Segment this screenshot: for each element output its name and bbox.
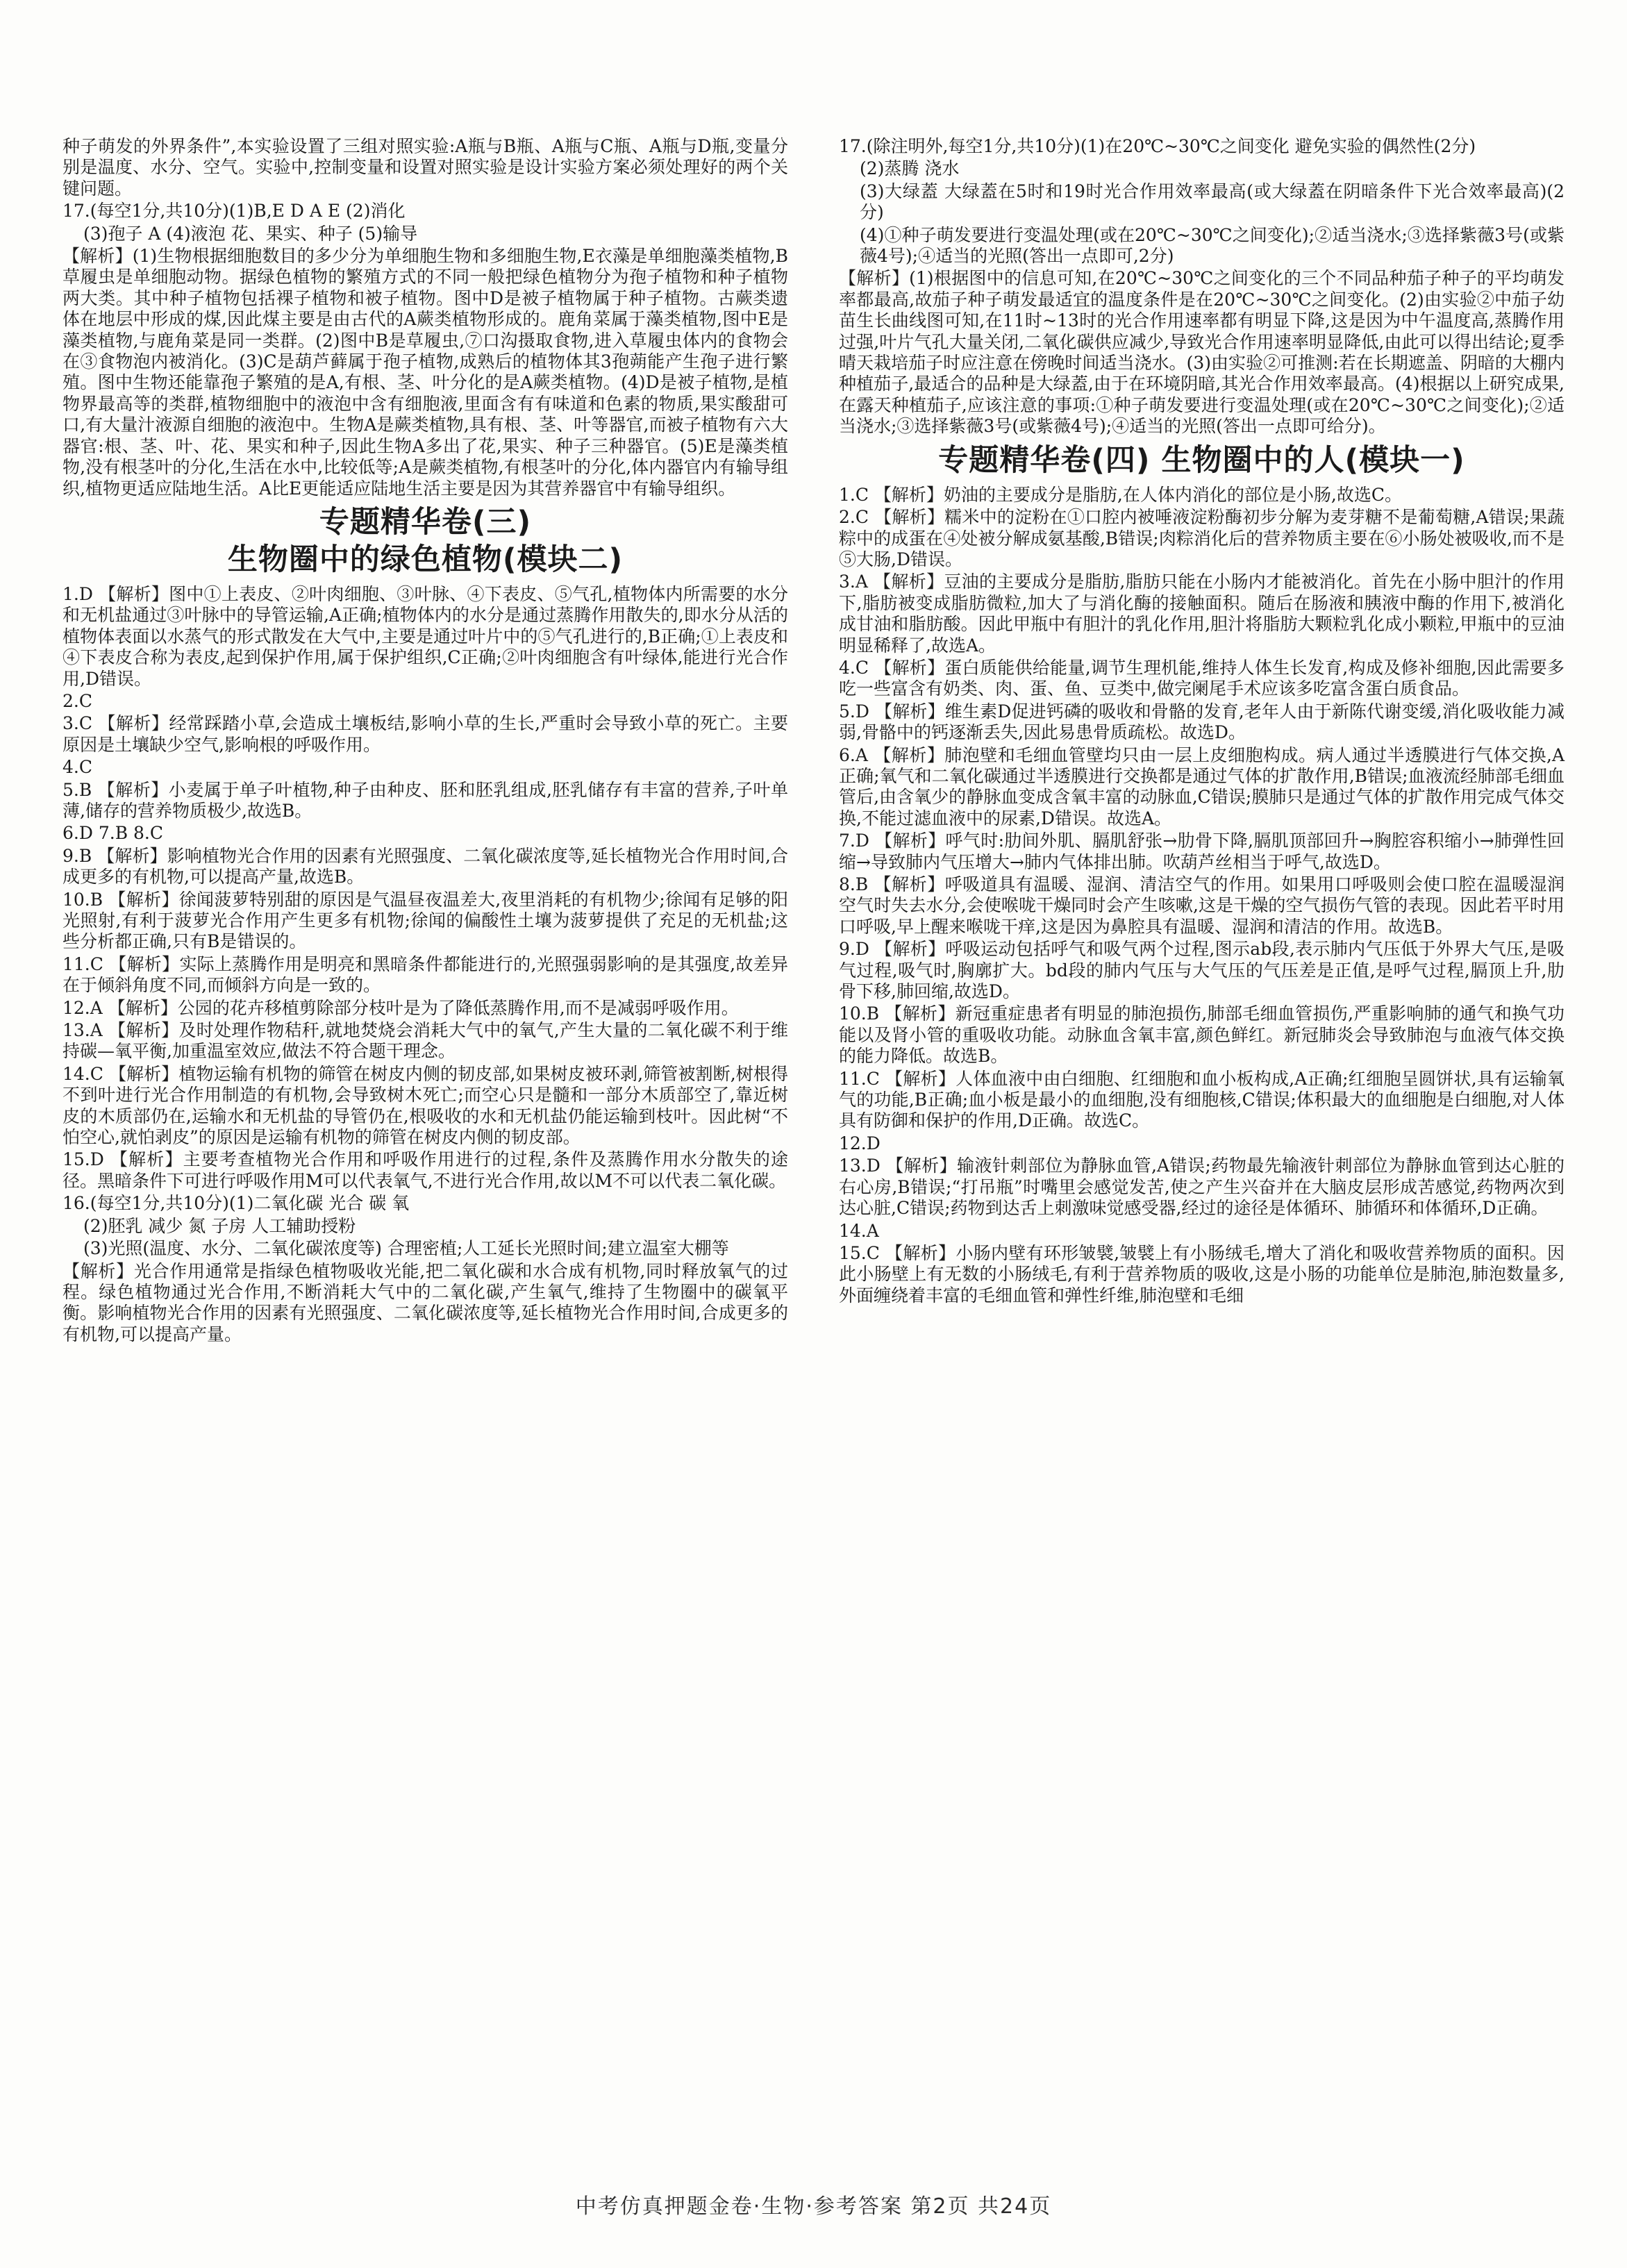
answer-17-part4: (4)①种子萌发要进行变温处理(或在20℃~30℃之间变化);②适当浇水;③选择紫薇3号(或紫薇4号);④适当的光照(答出一点即可,2分) [860,224,1565,267]
answer-17-part3: (3)大绿蓋 大绿蓋在5时和19时光合作用效率最高(或大绿蓋在阴暗条件下光合效率最高)(2分) [860,181,1565,223]
answer-item: 10.B 【解析】新冠重症患者有明显的肺泡损伤,肺部毛细血管损伤,严重影响肺的通气和换气功能以及肾小管的重吸收功能。动脉血含氧丰富,颜色鲜红。新冠肺炎会导致肺泡与血液气体交换的能力降低。故选B。 [839,1003,1565,1067]
answer-item: 11.C 【解析】人体血液中由白细胞、红细胞和血小板构成,A正确;红细胞呈圆饼状,具有运输氧气的功能,B正确;血小板是最小的血细胞,没有细胞核,C错误;体积最大的血细胞是白细胞,对人体具有防御和保护的作用,D正确。故选C。 [839,1068,1565,1131]
answer-item: 6.D 7.B 8.C [62,823,163,844]
left-column [62,136,788,1346]
paragraph: 种子萌发的外界条件”,本实验设置了三组对照实验:A瓶与B瓶、A瓶与C瓶、A瓶与D瓶,变量分别是温度、水分、空气。实验中,控制变量和设置对照实验是设计实验方案必须处理好的两个关键问题。 [62,136,788,199]
answer-item: 16.(每空1分,共10分)(1)二氧化碳 光合 碳 氧 [62,1193,410,1214]
answer-item: 10.B 【解析】徐闻菠萝特别甜的原因是气温昼夜温差大,夜里消耗的有机物少;徐闻有足够的阳光照射,有利于菠萝光合作用产生更多有机物;徐闻的偏酸性土壤为菠萝提供了充足的无机盐;这些分析都正确,只有B是错误的。 [62,889,788,952]
answer-item: 2.C [62,690,92,711]
answer-item: 3.C 【解析】经常踩踏小草,会造成土壤板结,影响小草的生长,严重时会导致小草的死亡。主要原因是土壤缺少空气,影响根的呼吸作用。 [62,713,788,755]
answer-item: 1.D 【解析】图中①上表皮、②叶肉细胞、③叶脉、④下表皮、⑤气孔,植物体内所需要的水分和无机盐通过③叶脉中的导管运输,A正确;植物体内的水分是通过蒸腾作用散失的,即水分从活的植物体表面以水蒸气的形式散发在大气中,主要是通过叶片中的⑤气孔进行的,B正确;①上表皮和④下表皮合称为表皮,起到保护作用,属于保护组织,C正确;②叶肉细胞含有叶绿体,能进行光合作用,D错误。 [62,583,788,689]
answer-item: 15.C 【解析】小肠内壁有环形皱襞,皱襞上有小肠绒毛,增大了消化和吸收营养物质的面积。因此小肠壁上有无数的小肠绒毛,有利于营养物质的吸收,这是小肠的功能单位是肺泡,肺泡数量多,外面缠绕着丰富的毛细血管和弹性纤维,肺泡壁和毛细 [839,1242,1565,1306]
page-footer: 中考仿真押题金卷·生物·参考答案 第2页 共24页 [575,2194,1052,2219]
section-heading-3 [62,503,788,578]
answer-item: 1.C 【解析】奶油的主要成分是脂肪,在人体内消化的部位是小肠,故选C。 [839,484,1402,505]
answer-item: 15.D 【解析】主要考查植物光合作用和呼吸作用进行的过程,条件及蒸腾作用水分散失的途径。黑暗条件下可进行呼吸作用M可以代表氧气,不进行光合作用,故以M不可以代表二氧化碳。 [62,1149,788,1191]
answer-item: 7.D 【解析】呼气时:肋间外肌、膈肌舒张→肋骨下降,膈肌顶部回升→胸腔容积缩小→肺弹性回缩→导致肺内气压增大→肺内气体排出肺。吹葫芦丝相当于呼气,故选D。 [839,831,1565,872]
answer-item: 14.C 【解析】植物运输有机物的筛管在树皮内侧的韧皮部,如果树皮被环剥,筛管被割断,树根得不到叶进行光合作用制造的有机物,会导致树木死亡;而空心只是髓和一部分木质部空了,靠近树皮的木质部仍在,运输水和无机盐的导管仍在,根吸收的水和无机盐仍能运输到枝叶。因此树“不怕空心,就怕剥皮”的原因是运输有机物的筛管在树皮内侧的韧皮部。 [62,1063,788,1148]
answer-item: (2)胚乳 减少 氮 子房 人工辅助授粉 [83,1215,356,1236]
answer-item: 5.D 【解析】维生素D促进钙磷的吸收和骨骼的发育,老年人由于新陈代谢变缓,消化吸收能力减弱,骨骼中的钙逐渐丢失,因此易患骨质疏松。故选D。 [839,701,1565,743]
section-heading-4 [839,442,1565,479]
answer-item: 3.A 【解析】豆油的主要成分是脂肪,脂肪只能在小肠内才能被消化。首先在小肠中胆汁的作用下,脂肪被变成脂肪微粒,加大了与消化酶的接触面积。随后在肠液和胰液中酶的作用下,被消化成甘油和脂肪酸。因此甲瓶中有胆汁的乳化作用,胆汁将脂肪大颗粒乳化成小颗粒,甲瓶中的豆油明显稀释了,故选A。 [839,572,1565,656]
answer-item: 14.A [839,1220,879,1241]
section-heading-3-line1: 专题精华卷(三) [319,504,532,540]
answer-item: 9.D 【解析】呼吸运动包括呼气和吸气两个过程,图示ab段,表示肺内气压低于外界大气压,是吸气过程,吸气时,胸廓扩大。bd段的肺内气压与大气压的气压差是正值,是呼气过程,膈顶上升,肋骨下移,肺回缩,故选D。 [839,939,1565,1002]
answer-item: 12.D [839,1133,881,1153]
section-heading-4-line1: 专题精华卷(四) 生物圈中的人(模块一) [938,442,1465,478]
answer-item: 8.B 【解析】呼吸道具有温暖、湿润、清洁空气的作用。如果用口呼吸则会使口腔在温暖湿润空气时失去水分,会使喉咙干燥同时会产生咳嗽,这是干燥的空气损伤气管的表现。因此若平时用口呼吸,早上醒来喉咙干痒,这是因为鼻腔具有温暖、湿润和清洁的作用。故选B。 [839,874,1565,937]
answer-17-part2: (2)蒸腾 浇水 [860,158,960,179]
answer-17: 17.(除注明外,每空1分,共10分)(1)在20℃~30℃之间变化 避免实验的偶然性(2分) [839,136,1476,156]
analysis-17: 【解析】(1)根据图中的信息可知,在20℃~30℃之间变化的三个不同品种茄子种子的平均萌发率都最高,故茄子种子萌发最适宜的温度条件是在20℃~30℃之间变化。(2)由实验②中茄子幼苗生长曲线图可知,在11时~13时的光合作用速率都有明显下降,这是因为中午温度高,蒸腾作用过强,叶片气孔大量关闭,二氧化碳供应减少,导致光合作用速率明显降低,由此可以得出结论;夏季晴天栽培茄子时应注意在傍晚时间适当浇水。(3)由实验②可推测:若在长期遮盖、阴暗的大棚内种植茄子,最适合的品种是大绿蓋,由于在环境阴暗,其光合作用效率最高。(4)根据以上研究成果,在露天种植茄子,应该注意的事项:①种子萌发要进行变温处理(或在20℃~30℃之间变化);②适当浇水;③选择紫薇3号(或紫薇4号);④适当的光照(答出一点即可给分)。 [839,268,1565,437]
section-heading-3-line2: 生物圈中的绿色植物(模块二) [227,542,624,577]
right-column [839,136,1565,1308]
answer-17: 17.(每空1分,共10分)(1)B,E D A E (2)消化 [62,201,406,222]
analysis-17: 【解析】(1)生物根据细胞数目的多少分为单细胞生物和多细胞生物,E衣藻是单细胞藻类植物,B草履虫是单细胞动物。据绿色植物的繁殖方式的不同一般把绿色植物分为孢子植物和种子植物两大类。其中种子植物包括裸子植物和被子植物。图中D是被子植物属于种子植物。古蕨类遗体在地层中形成的煤,因此煤主要是由古代的A蕨类植物形成的。鹿角菜属于藻类植物,图中E是藻类植物,与鹿角菜是同一类群。(2)图中B是草履虫,⑦口沟摄取食物,进入草履虫体内的食物会在③食物泡内被消化。(3)C是葫芦藓属于孢子植物,成熟后的植物体其3孢蒴能产生孢子进行繁殖。图中生物还能靠孢子繁殖的是A,有根、茎、叶分化的是A蕨类植物。(4)D是被子植物,是植物界最高等的类群,植物细胞中的液泡中含有细胞液,里面含有有味道和色素的物质,果实酸甜可口,有大量汁液源自细胞的液泡中。生物A是蕨类植物,具有根、茎、叶等器官,而被子植物有六大器官:根、茎、叶、花、果实和种子,因此生物A多出了花,果实、种子三种器官。(5)E是藻类植物,没有根茎叶的分化,生活在水中,比较低等;A是蕨类植物,有根茎叶的分化,体内器官内有输导组织,植物更适应陆地生活。A比E更能适应陆地生活主要是因为其营养器官中有输导组织。 [62,246,788,499]
answer-item: 9.B 【解析】影响植物光合作用的因素有光照强度、二氧化碳浓度等,延长植物光合作用时间,合成更多的有机物,可以提高产量,故选B。 [62,845,788,887]
answer-item: 5.B 【解析】小麦属于单子叶植物,种子由种皮、胚和胚乳组成,胚乳储存有丰富的营养,子叶单薄,储存的营养物质极少,故选B。 [62,779,788,821]
answer-item: 【解析】光合作用通常是指绿色植物吸收光能,把二氧化碳和水合成有机物,同时释放氧气的过程。绿色植物通过光合作用,不断消耗大气中的二氧化碳,产生氧气,维持了生物圈中的碳氧平衡。影响植物光合作用的因素有光照强度、二氧化碳浓度等,延长植物光合作用时间,合成更多的有机物,可以提高产量。 [62,1260,788,1344]
answer-item: 13.D 【解析】输液针刺部位为静脉血管,A错误;药物最先输液针刺部位为静脉血管到达心脏的右心房,B错误;“打吊瓶”时嘴里会感觉发苦,使之产生兴奋并在大脑皮层形成苦感觉,药物两次到达心脏,C错误;药物到达舌上刺激味觉感受器,经过的途径是体循环、肺循环和体循环,D正确。 [839,1156,1565,1219]
answer-item: 4.C [62,757,92,778]
answer-item: 2.C 【解析】糯米中的淀粉在①口腔内被唾液淀粉酶初步分解为麦芽糖不是葡萄糖,A错误;果蔬粽中的成蛋在④处被分解成氨基酸,B错误;肉粽消化后的营养物质主要在⑥小肠处被吸收,而不是⑤大肠,D错误。 [839,507,1565,569]
answer-17-cont: (3)孢子 A (4)液泡 花、果实、种子 (5)输导 [83,223,418,244]
answer-item: 11.C 【解析】实际上蒸腾作用是明亮和黑暗条件都能进行的,光照强弱影响的是其强度,故差异在于倾斜角度不同,而倾斜方向是一致的。 [62,953,788,996]
answer-item: 4.C 【解析】蛋白质能供给能量,调节生理机能,维持人体生长发育,构成及修补细胞,因此需要多吃一些富含有奶类、肉、蛋、鱼、豆类中,做完阑尾手术应该多吃富含蛋白质食品。 [839,657,1565,699]
answer-item: 12.A 【解析】公园的花卉移植剪除部分枝叶是为了降低蒸腾作用,而不是减弱呼吸作用。 [62,997,739,1018]
answer-item: (3)光照(温度、水分、二氧化碳浓度等) 合理密植;人工延长光照时间;建立温室大棚等 [83,1238,729,1259]
answer-item: 13.A 【解析】及时处理作物秸秆,就地焚烧会消耗大气中的氧气,产生大量的二氧化碳不利于维持碳—氧平衡,加重温室效应,做法不符合题干理念。 [62,1020,788,1062]
answer-item: 6.A 【解析】肺泡壁和毛细血管壁均只由一层上皮细胞构成。病人通过半透膜进行气体交换,A正确;氧气和二氧化碳通过半透膜进行交换都是通过气体的扩散作用,B错误;血液流经肺部毛细血管后,由含氧少的静脉血变成含氧丰富的动脉血,C错误;膜肺只是通过气体的扩散作用完成气体交换,不能过滤血液中的尿素,D错误。故选A。 [839,744,1565,828]
